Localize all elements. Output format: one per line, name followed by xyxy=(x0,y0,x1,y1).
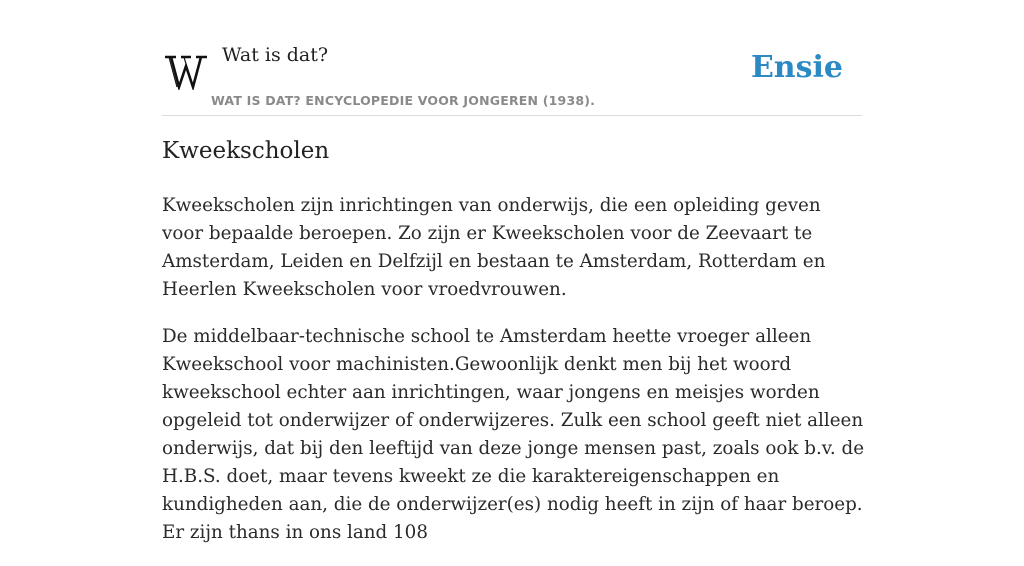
page xyxy=(162,0,865,543)
article-body xyxy=(162,192,866,566)
header-divider xyxy=(162,115,862,116)
site-title[interactable]: Wat is dat? xyxy=(222,44,329,66)
source-subtitle: WAT IS DAT? ENCYCLOPEDIE VOOR JONGEREN (1938). xyxy=(211,93,596,108)
article-title: Kweekscholen xyxy=(162,138,330,164)
article-paragraph: De middelbaar-technische school te Amsterdam heette vroeger alleen Kweekschool voor machinisten.Gewoonlijk denkt men bij het woord kweekschool echter aan inrichtingen, waar jongens en meisjes worden opgeleid tot onderwijzer of onderwijzeres. Zulk een school geeft niet alleen onderwijs, dat bij den leeftijd van deze jonge mensen past, zoals ook b.v. de H.B.S. doet, maar tevens kweekt ze die karaktereigenschappen en kundigheden aan, die de onderwijzer(es) nodig heeft in zijn of haar beroep. Er zijn thans in ons land 108 xyxy=(162,326,865,543)
brand-logo[interactable]: Ensie xyxy=(750,50,843,85)
wikipedia-w-icon[interactable] xyxy=(164,54,208,90)
article-paragraph: Kweekscholen zijn inrichtingen van onderwijs, die een opleiding geven voor bepaalde beroepen. Zo zijn er Kweekscholen voor de Zeevaart te Amsterdam, Leiden en Delfzijl en bestaan te Amsterdam, Rotterdam en Heerlen Kweekscholen voor vroedvrouwen. xyxy=(162,195,826,300)
